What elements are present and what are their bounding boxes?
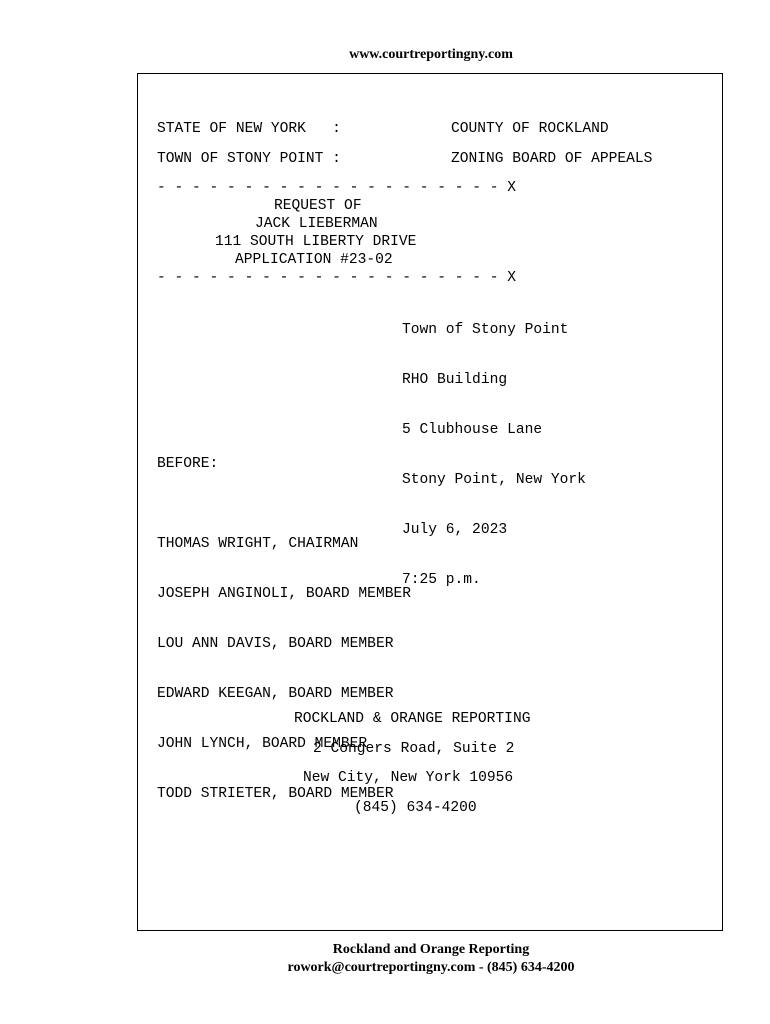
header-url: www.courtreportingny.com: [349, 47, 513, 62]
before-label: BEFORE:: [157, 456, 219, 472]
location-line: Stony Point, New York: [402, 472, 586, 488]
location-line: RHO Building: [402, 372, 508, 388]
caption-separator-bottom: - - - - - - - - - - - - - - - - - - - - X: [157, 270, 517, 286]
caption-town: TOWN OF STONY POINT :: [157, 151, 341, 167]
caption-state: STATE OF NEW YORK :: [157, 121, 341, 137]
location-time: 7:25 p.m.: [402, 572, 481, 588]
request-address: 111 SOUTH LIBERTY DRIVE: [215, 234, 417, 250]
reporter-phone: (845) 634-4200: [354, 800, 477, 816]
board-member: JOSEPH ANGINOLI, BOARD MEMBER: [157, 586, 411, 602]
caption-county: COUNTY OF ROCKLAND: [451, 121, 609, 137]
reporter-city: New City, New York 10956: [303, 770, 514, 786]
board-member: LOU ANN DAVIS, BOARD MEMBER: [157, 636, 394, 652]
caption-separator-top: - - - - - - - - - - - - - - - - - - - - X: [157, 180, 517, 196]
footer-company: Rockland and Orange Reporting: [332, 942, 530, 957]
location-line: Town of Stony Point: [402, 322, 569, 338]
board-member: THOMAS WRIGHT, CHAIRMAN: [157, 536, 359, 552]
location-date: July 6, 2023: [402, 522, 508, 538]
reporter-name: ROCKLAND & ORANGE REPORTING: [294, 711, 531, 727]
request-applicant: JACK LIEBERMAN: [255, 216, 378, 232]
location-block: [402, 289, 586, 605]
board-member: JOHN LYNCH, BOARD MEMBER: [157, 736, 368, 752]
request-line-1: REQUEST OF: [274, 198, 362, 214]
board-member: EDWARD KEEGAN, BOARD MEMBER: [157, 686, 394, 702]
caption-board: ZONING BOARD OF APPEALS: [451, 151, 653, 167]
location-line: 5 Clubhouse Lane: [402, 422, 543, 438]
footer-contact: rowork@courtreportingny.com - (845) 634-4200: [287, 960, 575, 975]
request-application: APPLICATION #23-02: [235, 252, 393, 268]
board-member: TODD STRIETER, BOARD MEMBER: [157, 786, 394, 802]
reporter-address: 2 Congers Road, Suite 2: [313, 741, 515, 757]
